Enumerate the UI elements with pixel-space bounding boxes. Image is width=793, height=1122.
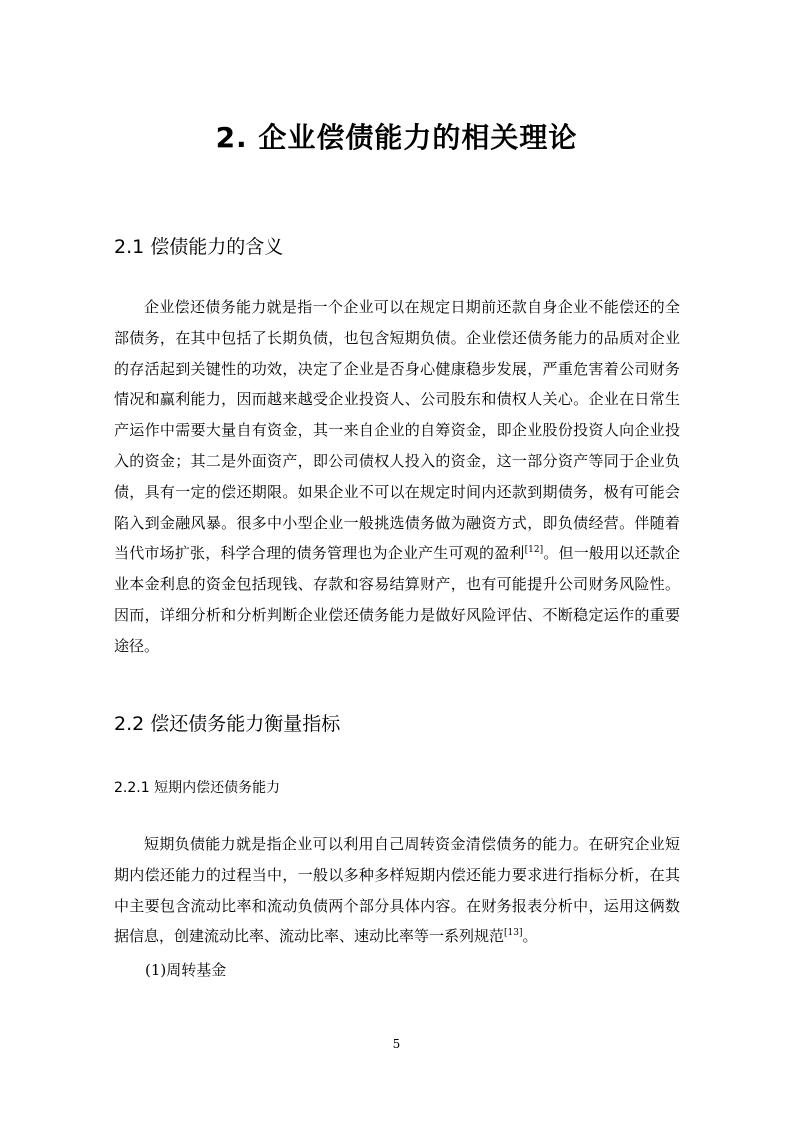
paragraph-text: 企业偿还债务能力就是指一个企业可以在规定日期前还款自身企业不能偿还的全部债务，在其中包括了长期负债，也包含短期负债。企业偿还债务能力的品质对企业的存活起到关键性的功效，决定了企业是否身心健康稳步发展，严重危害着公司财务情况和赢利能力，因而越来越受企业投资人、公司股东和债权人关心。企业在日常生产运作中需要大量自有资金，其一来自企业的自筹资金，即企业股份投资人向企业投入的资金；其二是外面资产，即公司债权人投入的资金，这一部分资产等同于企业负债，具有一定的偿还期限。如果企业不可以在规定时间内还款到期债务，极有可能会陷入到金融风暴。很多中小型企业一般挑选债务做为融资方式，即负债经营。伴随着当代市场扩张，科学合理的债务管理也为企业产生可观的盈利	[114, 298, 680, 563]
subsection-heading-2-2-1: 2.2.1 短期内偿还债务能力	[114, 780, 281, 796]
citation-ref: [13]	[504, 928, 523, 939]
paragraph-text: 。但一般用以还款企业本金利息的资金包括现钱、存款和容易结算财产，也有可能提升公司财务风险性。因而，详细分析和分析判断企业偿还债务能力是做好风险评估、不断稳定运作的重要途径。	[114, 544, 680, 655]
paragraph-text: 短期负债能力就是指企业可以利用自己周转资金清偿债务的能力。在研究企业短期内偿还能力的过程当中，一般以多种多样短期内偿还能力要求进行指标分析，在其中主要包含流动比率和流动负债两个部分具体内容。在财务报表分析中，运用这俩数据信息，创建流动比率、流动比率、速动比率等一系列规范	[114, 835, 680, 946]
list-item-working-capital: (1)周转基金	[145, 961, 227, 979]
chapter-title: 2. 企业偿债能力的相关理论	[215, 121, 578, 154]
subsection-2-2-1-paragraph	[114, 829, 680, 952]
paragraph-text: 。	[522, 927, 538, 946]
citation-ref: [12]	[524, 545, 544, 556]
section-heading-2-2: 2.2 偿还债务能力衡量指标	[114, 713, 341, 735]
section-heading-2-1: 2.1 偿债能力的含义	[114, 236, 284, 258]
page-number: 5	[392, 1037, 401, 1051]
section-2-1-paragraph	[114, 292, 680, 662]
